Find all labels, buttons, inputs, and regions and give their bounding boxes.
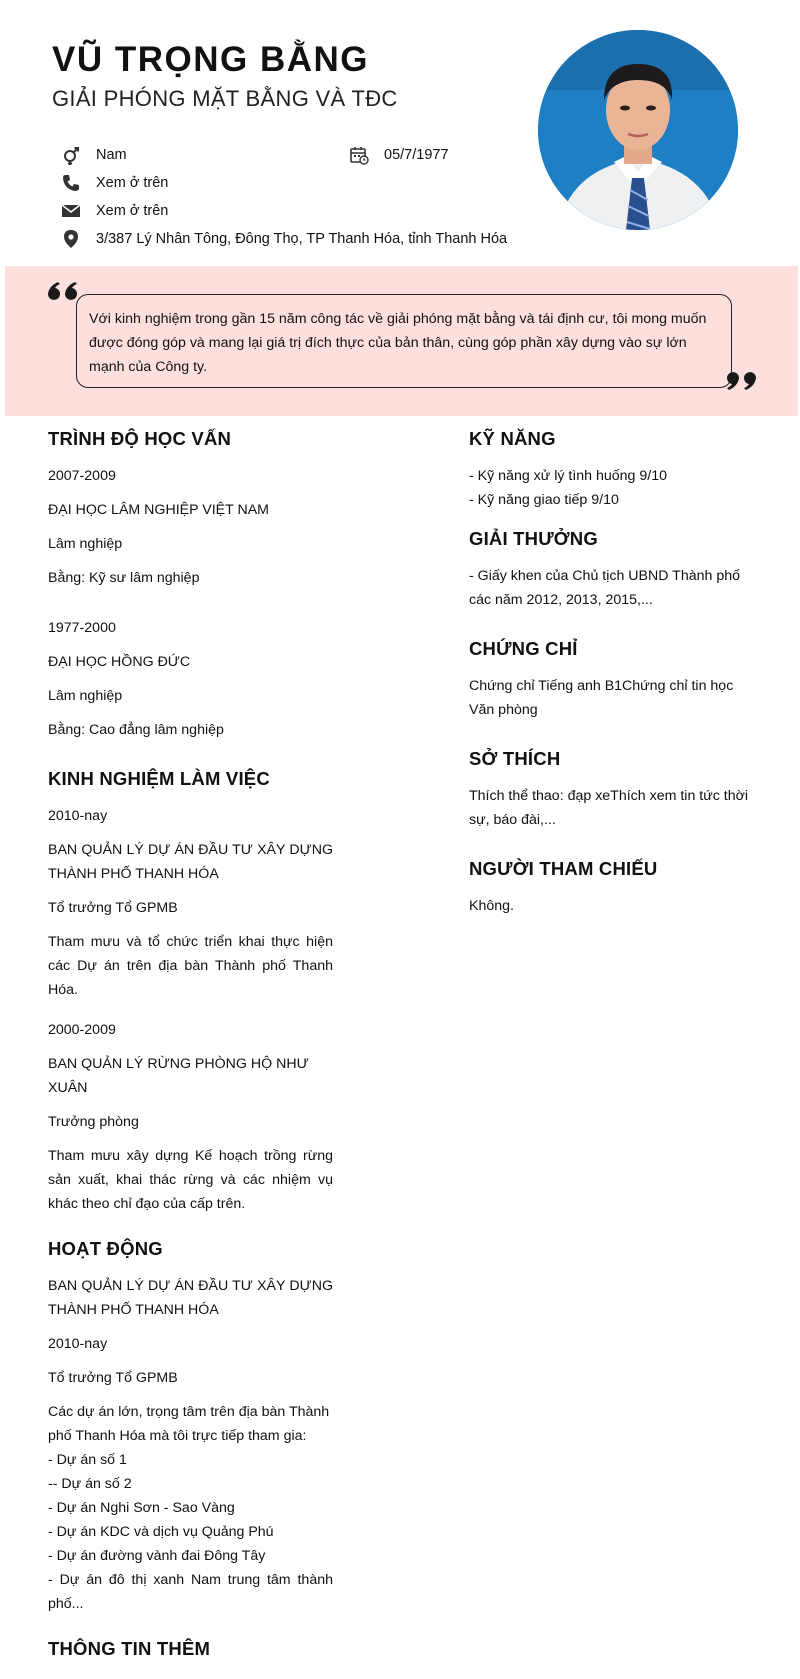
location-pin-icon [60, 229, 82, 249]
education-school: ĐẠI HỌC HỒNG ĐỨC [48, 654, 191, 670]
certificates-text: Chứng chỉ Tiếng anh B1Chứng chỉ tin học Văn phòng [469, 678, 734, 718]
activity-intro: Các dự án lớn, trọng tâm trên địa bàn Thành phố Thanh Hóa mà tôi trực tiếp tham gia: [48, 1404, 330, 1444]
email-row [60, 201, 168, 221]
activity-project: - Dự án đô thị xanh Nam trung tâm thành phố... [48, 1572, 333, 1612]
cv-header [0, 0, 800, 260]
close-quote-icon [725, 366, 759, 399]
gender-row [60, 145, 127, 165]
hobbies-heading: SỞ THÍCH [469, 748, 561, 769]
experience-position: Trưởng phòng [48, 1114, 139, 1130]
skill-item: - Kỹ năng giao tiếp 9/10 [469, 492, 619, 508]
portrait-image [538, 30, 738, 230]
candidate-title: GIẢI PHÓNG MẶT BẰNG VÀ TĐC [52, 86, 398, 111]
education-heading: TRÌNH ĐỘ HỌC VẤN [48, 428, 232, 449]
address-row [60, 229, 507, 249]
awards-heading: GIẢI THƯỞNG [469, 528, 598, 549]
activity-project: -- Dự án số 2 [48, 1476, 132, 1492]
experience-heading: KINH NGHIỆM LÀM VIỆC [48, 768, 270, 789]
hobbies-text: Thích thể thao: đạp xeThích xem tin tức thời sự, báo đài,... [469, 788, 749, 828]
education-school: ĐẠI HỌC LÂM NGHIỆP VIỆT NAM [48, 502, 270, 518]
more-info-heading: THÔNG TIN THÊM [48, 1638, 211, 1659]
objective-text: Với kinh nghiệm trong gần 15 năm công tác về giải phóng mặt bằng và tái định cư, tôi mong muốn được đóng góp và mang lại giá trị đích thực của bản thân, cùng góp phần xây dựng vào sự lớn mạnh của Công ty. [76, 294, 732, 388]
gender-value: Nam [96, 147, 127, 163]
references-heading: NGƯỜI THAM CHIẾU [469, 858, 658, 879]
experience-period: 2010-nay [48, 808, 108, 824]
envelope-icon [60, 201, 82, 221]
birthdate-row [348, 145, 449, 165]
phone-icon [60, 173, 82, 193]
email-value: Xem ở trên [96, 203, 169, 219]
candidate-name: VŨ TRỌNG BẰNG [52, 40, 369, 79]
education-major: Lâm nghiệp [48, 688, 123, 704]
activity-project: - Dự án KDC và dịch vụ Quảng Phú [48, 1524, 274, 1540]
education-degree: Bằng: Cao đẳng lâm nghiệp [48, 722, 224, 738]
address-value: 3/387 Lý Nhân Tông, Đông Thọ, TP Thanh Hóa, tỉnh Thanh Hóa [96, 231, 508, 247]
experience-description: Tham mưu xây dựng Kế hoạch trồng rừng sản xuất, khai thác rừng và các nhiệm vụ khác theo chỉ đạo của cấp trên. [48, 1148, 333, 1212]
education-period: 1977-2000 [48, 620, 116, 636]
experience-description: Tham mưu và tổ chức triển khai thực hiện các Dự án trên địa bàn Thành phố Thanh Hóa. [48, 934, 333, 998]
references-text: Không. [469, 898, 514, 914]
activity-project: - Dự án đường vành đai Đông Tây [48, 1548, 266, 1564]
activity-role: Tổ trưởng Tổ GPMB [48, 1370, 178, 1386]
awards-text: - Giấy khen của Chủ tịch UBND Thành phố các năm 2012, 2013, 2015,... [469, 568, 741, 608]
education-degree: Bằng: Kỹ sư lâm nghiệp [48, 570, 200, 586]
education-period: 2007-2009 [48, 468, 116, 484]
calendar-icon [348, 145, 370, 165]
open-quote-icon [45, 278, 79, 311]
skill-item: - Kỹ năng xử lý tình huống 9/10 [469, 468, 668, 484]
birthdate-value: 05/7/1977 [384, 147, 449, 163]
right-column [469, 428, 759, 918]
experience-position: Tổ trưởng Tổ GPMB [48, 900, 178, 916]
experience-period: 2000-2009 [48, 1022, 116, 1038]
phone-value: Xem ở trên [96, 175, 169, 191]
profile-photo [538, 30, 738, 230]
activities-heading: HOẠT ĐỘNG [48, 1238, 163, 1259]
gender-icon [60, 145, 82, 165]
activity-project: - Dự án Nghi Sơn - Sao Vàng [48, 1500, 235, 1516]
activity-project: - Dự án số 1 [48, 1452, 127, 1468]
skills-heading: KỸ NĂNG [469, 428, 556, 449]
activity-period: 2010-nay [48, 1336, 108, 1352]
experience-company: BAN QUẢN LÝ DỰ ÁN ĐẦU TƯ XÂY DỰNG THÀNH PHỐ THANH HÓA [48, 842, 333, 882]
education-major: Lâm nghiệp [48, 536, 123, 552]
experience-company: BAN QUẢN LÝ RỪNG PHÒNG HỘ NHƯ XUÂN [48, 1056, 309, 1096]
certificates-heading: CHỨNG CHỈ [469, 638, 578, 659]
left-column [48, 428, 333, 1660]
activity-organization: BAN QUẢN LÝ DỰ ÁN ĐẦU TƯ XÂY DỰNG THÀNH PHỐ THANH HÓA [48, 1278, 333, 1318]
phone-row [60, 173, 168, 193]
